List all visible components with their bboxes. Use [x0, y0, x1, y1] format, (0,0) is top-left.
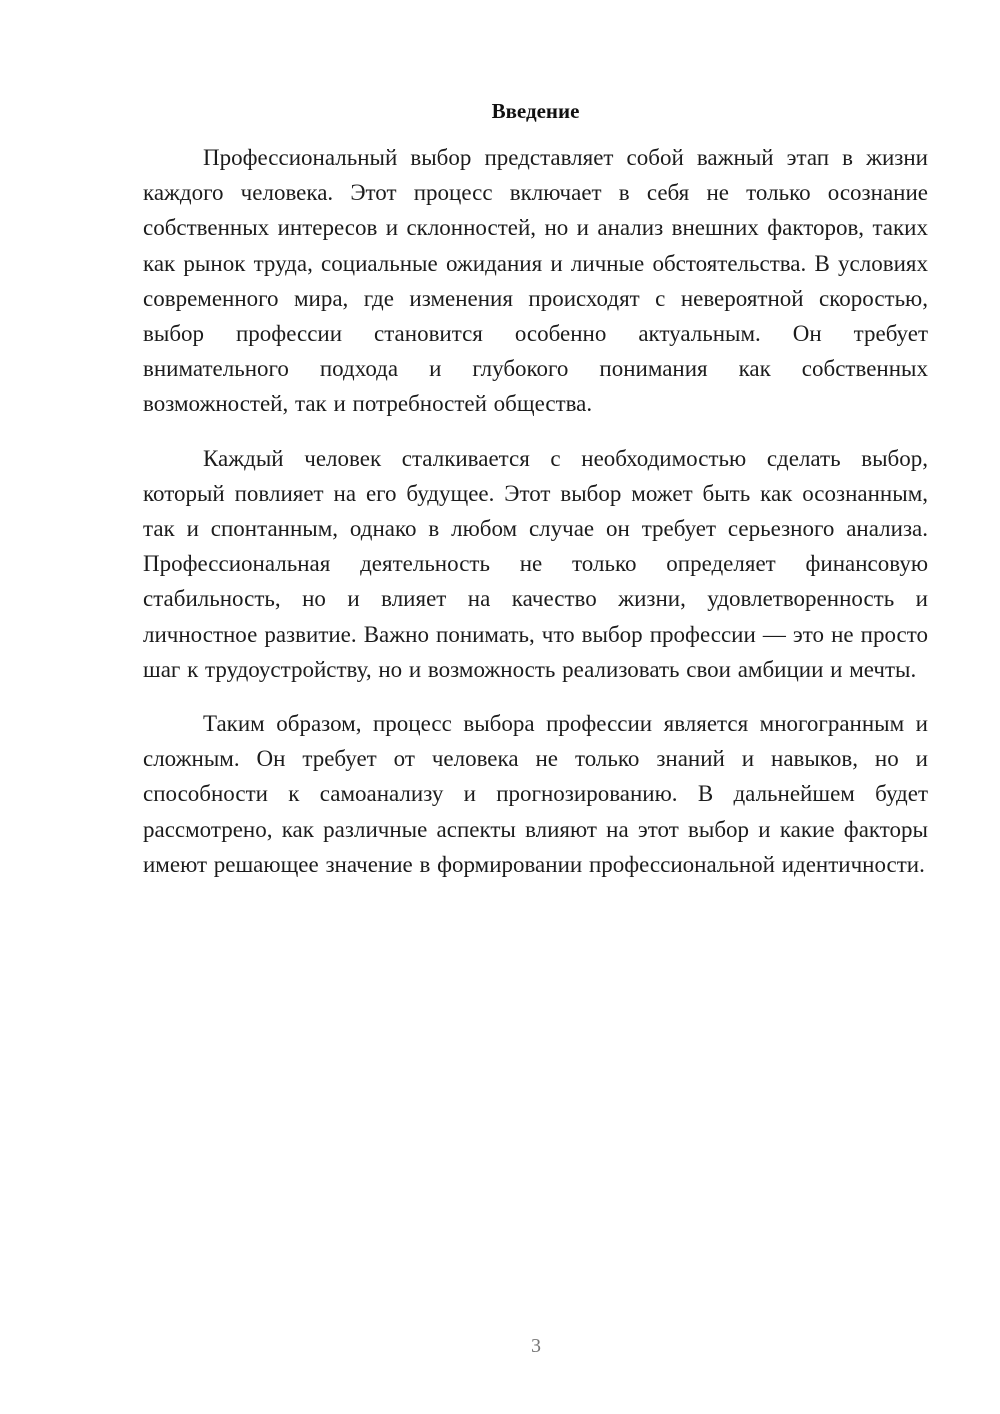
- paragraph-1: Профессиональный выбор представляет собой важный этап в жизни каждого человека. Этот процесс включает в себя не только осознание собственных интересов и склонностей, но и анализ внешних факторов, таких как рынок труда, социальные ожидания и личные обстоятельства. В условиях современного мира, где изменения происходят с невероятной скоростью, выбор профессии становится особенно актуальным. Он требует внимательного подхода и глубокого понимания как собственных возможностей, так и потребностей общества.: [143, 145, 928, 417]
- paragraph-2: Каждый человек сталкивается с необходимостью сделать выбор, который повлияет на его будущее. Этот выбор может быть как осознанным, так и спонтанным, однако в любом случае он требует серьезного анализа. Профессиональная деятельность не только определяет финансовую стабильность, но и влияет на качество жизни, удовлетворенность и личностное развитие. Важно понимать, что выбор профессии — это не просто шаг к трудоустройству, но и возможность реализовать свои амбиции и мечты.: [143, 445, 928, 682]
- section-title: Введение: [491, 99, 580, 123]
- paragraph-3: Таким образом, процесс выбора профессии является многогранным и сложным. Он требует от человека не только знаний и навыков, но и способности к самоанализу и прогнозированию. В дальнейшем будет рассмотрено, как различные аспекты влияют на этот выбор и какие факторы имеют решающее значение в формировании профессиональной идентичности.: [143, 711, 928, 877]
- page-content: [143, 95, 928, 882]
- page-number: 3: [531, 1335, 541, 1357]
